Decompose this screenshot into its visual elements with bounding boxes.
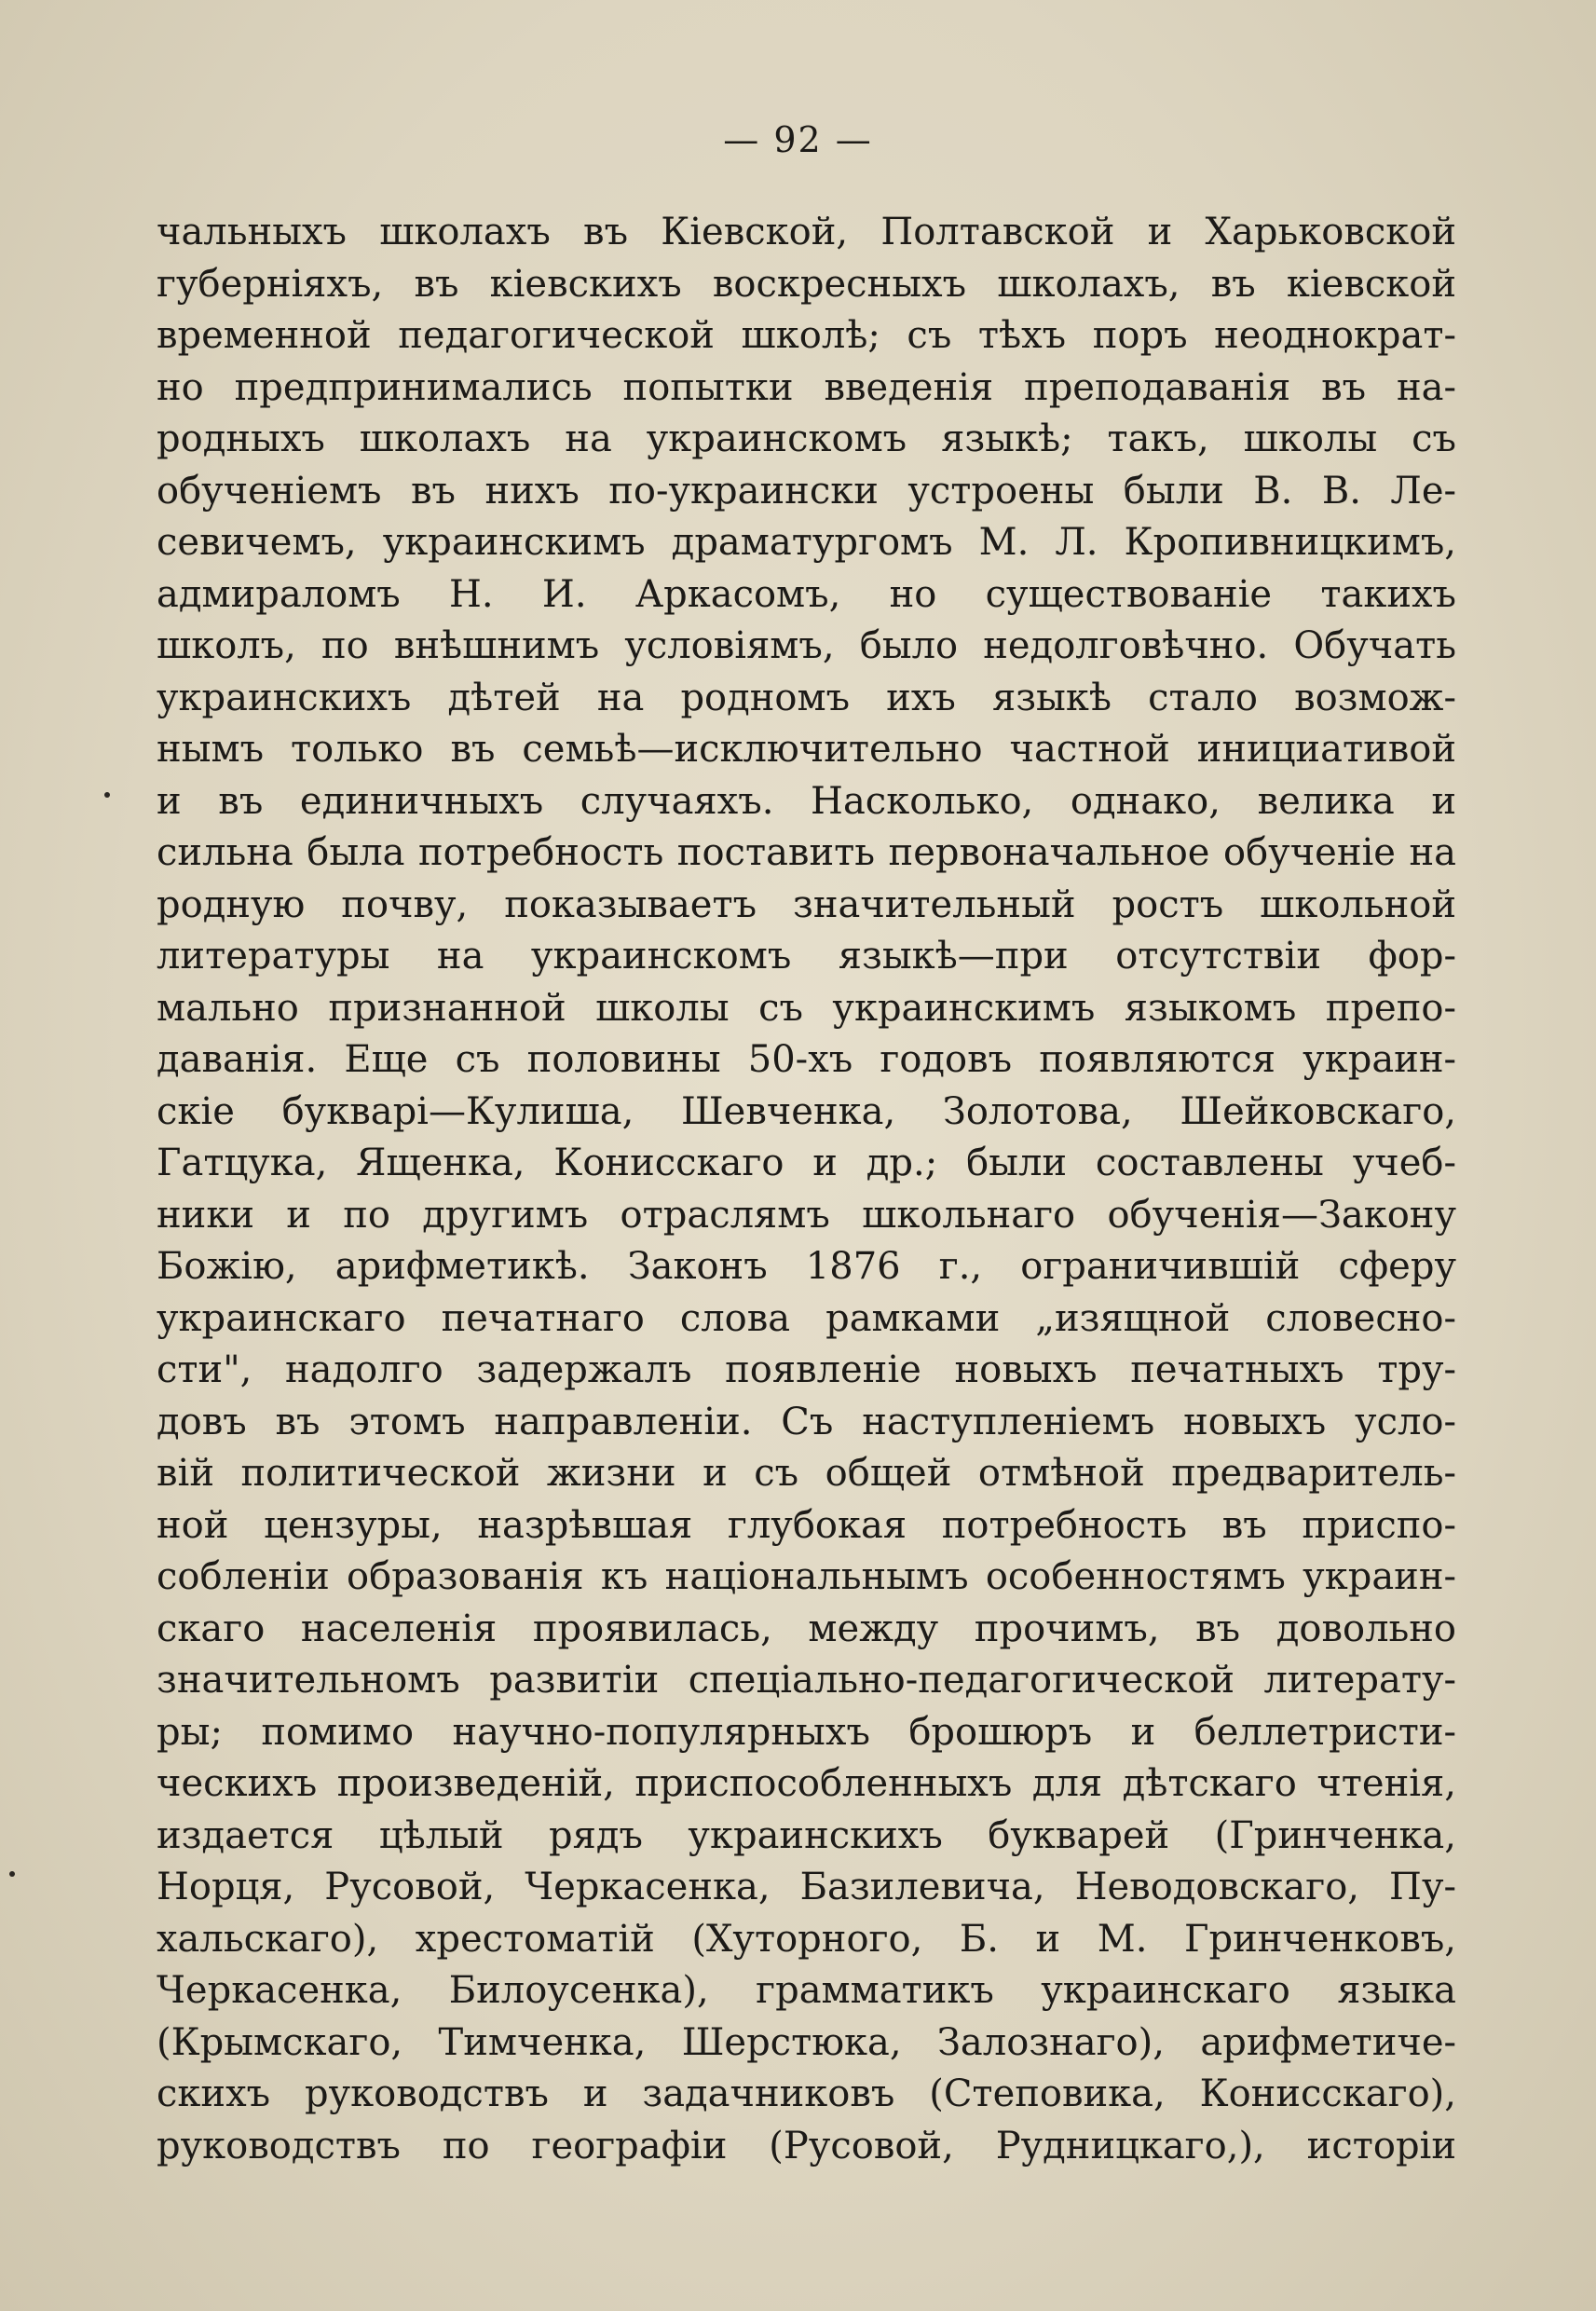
text-line: ники и по другимъ отраслямъ школьнаго обученія—Закону xyxy=(157,1193,1456,1237)
text-line: обученіемъ въ нихъ по-украински устроены были В. В. Ле- xyxy=(157,469,1456,513)
text-line: родныхъ школахъ на украинскомъ языкѣ; такъ, школы съ xyxy=(157,417,1456,460)
margin-speck xyxy=(104,792,110,798)
text-line: хальскаго), хрестоматій (Хуторного, Б. и М. Гринченковъ, xyxy=(157,1917,1456,1961)
text-line: временной педагогической школѣ; съ тѣхъ поръ неоднократ- xyxy=(157,314,1456,357)
body-text xyxy=(157,207,1456,2172)
text-line: родную почву, показываетъ значительный ростъ школьной xyxy=(157,882,1456,926)
text-line: но предпринимались попытки введенія преподаванія въ на- xyxy=(157,365,1456,409)
text-line: школъ, по внѣшнимъ условіямъ, было недолговѣчно. Обучать xyxy=(157,624,1456,667)
text-line: украинскихъ дѣтей на родномъ ихъ языкѣ стало возмож- xyxy=(157,676,1456,719)
text-line: сти", надолго задержалъ появленіе новыхъ печатныхъ тру- xyxy=(157,1348,1456,1391)
text-line: Норця, Русовой, Черкасенка, Базилевича, Неводовскаго, Пу- xyxy=(157,1866,1456,1908)
text-line: руководствъ по географіи (Русовой, Рудницкаго,), исторіи xyxy=(157,2124,1456,2167)
text-line: Божію, арифметикѣ. Законъ 1876 г., ограничившій сферу xyxy=(157,1245,1456,1288)
text-line: Гатцука, Ященка, Конисскаго и др.; были составлены учеб- xyxy=(157,1142,1456,1184)
text-line: литературы на украинскомъ языкѣ—при отсутствіи фор- xyxy=(157,935,1456,978)
text-line: губерніяхъ, въ кіевскихъ воскресныхъ школахъ, въ кіевской xyxy=(157,262,1456,306)
text-line: Черкасенка, Билоусенка), грамматикъ украинскаго языка xyxy=(157,1969,1456,2012)
text-line: скіе букварі—Кулиша, Шевченка, Золотова, Шейковскаго, xyxy=(157,1089,1456,1133)
text-line: украинскаго печатнаго слова рамками „изящной словесно- xyxy=(157,1296,1456,1340)
text-line: адмираломъ Н. И. Аркасомъ, но существованіе такихъ xyxy=(157,572,1456,616)
text-line: скаго населенія проявилась, между прочимъ, въ довольно xyxy=(157,1607,1456,1650)
text-line: мально признанной школы съ украинскимъ языкомъ препо- xyxy=(157,986,1456,1030)
text-line: нымъ только въ семьѣ—исключительно частной инициативой xyxy=(157,728,1456,771)
text-line: ры; помимо научно-популярныхъ брошюръ и беллетристи- xyxy=(157,1710,1456,1754)
text-line: чальныхъ школахъ въ Кіевской, Полтавской и Харьковской xyxy=(157,211,1456,253)
text-line: довъ въ этомъ направленіи. Съ наступленіемъ новыхъ усло- xyxy=(157,1400,1456,1443)
text-line: издается цѣлый рядъ украинскихъ букварей (Гринченка, xyxy=(157,1813,1456,1857)
text-line: (Крымскаго, Тимченка, Шерстюка, Залознаго), арифметиче- xyxy=(157,2020,1456,2064)
text-line: скихъ руководствъ и задачниковъ (Степовика, Конисскаго), xyxy=(157,2072,1456,2115)
margin-speck xyxy=(9,1871,15,1877)
text-line: ческихъ произведеній, приспособленныхъ для дѣтскаго чтенія, xyxy=(157,1762,1456,1805)
text-line: даванія. Еще съ половины 50-хъ годовъ появляются украин- xyxy=(157,1038,1456,1081)
text-line: сильна была потребность поставить первоначальное обученіе на xyxy=(157,831,1456,874)
text-line: и въ единичныхъ случаяхъ. Насколько, однако, велика и xyxy=(157,779,1456,823)
page-number: — 92 — xyxy=(723,119,873,160)
text-line: вій политической жизни и съ общей отмѣной предваритель- xyxy=(157,1452,1456,1495)
text-line: значительномъ развитіи спеціально-педагогической литерату- xyxy=(157,1659,1456,1702)
text-line: севичемъ, украинскимъ драматургомъ М. Л. Кропивницкимъ, xyxy=(157,521,1456,564)
text-line: ной цензуры, назрѣвшая глубокая потребность въ приспо- xyxy=(157,1503,1456,1547)
text-line: собленіи образованія къ національнымъ особенностямъ украин- xyxy=(157,1555,1456,1598)
